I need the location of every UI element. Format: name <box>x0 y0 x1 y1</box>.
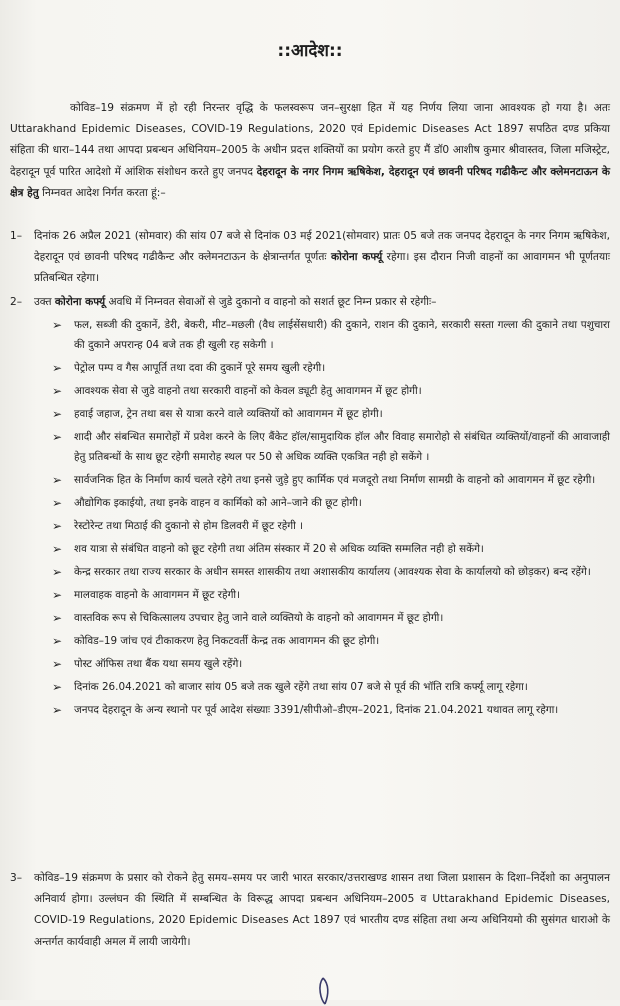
exemption-list <box>52 315 610 723</box>
list-item <box>52 381 610 401</box>
list-item <box>52 516 610 536</box>
list-item <box>52 608 610 628</box>
list-item-text: फल, सब्जी की दुकानें, डेरी, बेकरी, मीट–मछली (वैध लाईसेंसधारी) की दुकाने, राशन की दुकाने, सरकारी सस्ता गल्ला की दुकाने तथा पशुचारा की दुकाने अपरान्ह 04 बजे तक ही खुली रह सकेगी । <box>74 319 610 351</box>
list-item-text: मालवाहक वाहनो के आवागमन में छूट रहेगी। <box>74 589 241 601</box>
list-item-text: औद्योगिक इकाईयो, तथा इनके वाहन व कार्मिको को आने–जाने की छूट होगी। <box>74 497 362 509</box>
point-3 <box>10 868 610 953</box>
arrow-icon: ➢ <box>52 519 63 533</box>
point-1-number: 1– <box>10 230 23 242</box>
point-1-text-end: रहेगा। इस दौरान निजी वाहनों का आवागमन भी पूर्णतयाः प्रतिबन्धित रहेगा। <box>34 251 611 285</box>
arrow-icon: ➢ <box>52 657 63 671</box>
signature-mark-icon <box>315 976 339 1006</box>
point-3-number: 3– <box>10 872 23 884</box>
point-1-bold: कोरोना कर्फ्यू <box>330 251 383 264</box>
list-item <box>52 358 610 378</box>
arrow-icon: ➢ <box>52 680 63 694</box>
list-item <box>52 539 610 559</box>
order-title: ::आदेश:: <box>277 41 343 61</box>
point-2 <box>10 292 610 313</box>
list-item-text: पेट्रोल पम्प व गैस आपूर्ति तथा दवा की दुकानें पूरे समय खुली रहेगी। <box>74 362 326 374</box>
arrow-icon: ➢ <box>52 430 63 444</box>
arrow-icon: ➢ <box>52 611 63 625</box>
arrow-icon: ➢ <box>52 473 63 487</box>
intro-text-end: निम्नवत आदेश निर्गत करता हूं:– <box>38 186 166 199</box>
arrow-icon: ➢ <box>52 542 63 556</box>
arrow-icon: ➢ <box>52 634 63 648</box>
list-item-text: हवाई जहाज, ट्रेन तथा बस से यात्रा करने वाले व्यक्तियों को आवागमन में छूट होगी। <box>74 408 383 420</box>
intro-text: कोविड–19 संक्रमण में हो रही निरन्तर वृद्धि के फलस्वरूप जन–सुरक्षा हित में यह निर्णय लिया जाना आवश्यक हो गया है। अतः Uttarakhand Epidemic Diseases, COVID-19 Regulations, 2020 एवं Epidemic Diseases Act 1897 सपठित दण्ड प्रकिया संहिता की धारा–144 तथा आपदा प्रबन्धन अधिनियम–2005 के अधीन प्रदत्त शक्तियों का प्रयोग करते हुए मैं डॉ0 आशीष कुमार श्रीवास्तव, जिला मजिस्ट्रेट, देहरादून पूर्व पारित आदेशो में आंशिक संशोधन करते हुए जनपद <box>10 102 610 178</box>
list-item-text: शादी और संबन्धित समारोहों में प्रवेश करने के लिए बैंकेट हॉल/सामुदायिक हॉल और विवाह समारोहो से संबंधित व्यक्तियों/वाहनों की आवाजाही हेतु प्रतिबन्धों के साथ छूट रहेगी समारोह स्थल पर 50 से अधिक व्यक्ति एकत्रित नही हो सकेंगे । <box>74 431 610 463</box>
point-2-text: उक्त <box>34 296 55 308</box>
arrow-icon: ➢ <box>52 361 63 375</box>
list-item <box>52 654 610 674</box>
point-1-text: दिनांक 26 अप्रैल 2021 (सोमवार) की सांय 07 बजे से दिनांक 03 मई 2021(सोमवार) प्रातः 05 बजे तक जनपद देहरादून के नगर निगम ऋषिकेश, देहरादून एवं छावनी परिषद गढीकैन्ट और क्लेमनटाऊन के क्षेत्रान्तर्गत पूर्णतः <box>34 230 610 264</box>
intro-paragraph <box>10 98 610 204</box>
arrow-icon: ➢ <box>52 407 63 421</box>
list-item-text: शव यात्रा से संबंधित वाहनो को छूट रहेगी तथा अंतिम संस्कार में 20 से अधिक व्यक्ति सम्मलित नही हो सकेंगे। <box>74 543 484 555</box>
list-item-text: दिनांक 26.04.2021 को बाजार सांय 05 बजे तक खुले रहेंगे तथा सांय 07 बजे से पूर्व की भॉति रात्रि कर्फ्यू लागू रहेगा। <box>74 681 528 693</box>
arrow-icon: ➢ <box>52 588 63 602</box>
list-item <box>52 427 610 467</box>
list-item-text: आवश्यक सेवा से जुडे वाहनो तथा सरकारी वाहनों को केवल ड्यूटी हेतु आवागमन में छूट होगी। <box>74 385 422 397</box>
point-2-bold: कोरोना कर्फ्यू <box>54 296 106 308</box>
list-item <box>52 404 610 424</box>
point-1 <box>10 226 610 290</box>
list-item <box>52 700 610 720</box>
list-item-text: केन्द्र सरकार तथा राज्य सरकार के अधीन समस्त शासकीय तथा अशासकीय कार्यालय (आवश्यक सेवा के कार्यालयो को छोड़कर) बन्द रहेंगे। <box>74 566 591 578</box>
list-item-text: जनपद देहरादून के अन्य स्थानो पर पूर्व आदेश संख्याः 3391/सीपीओ–डीएम–2021, दिनांक 21.04.2021 यथावत लागू रहेगा। <box>74 704 559 716</box>
list-item-text: सार्वजनिक हित के निर्माण कार्य चलते रहेगे तथा इनसे जुड़े हुए कार्मिक एवं मजदूरो तथा निर्माण सामग्री के वाहनो को आवागमन में छूट रहेगी। <box>74 474 596 486</box>
arrow-icon: ➢ <box>52 496 63 510</box>
list-item-text: कोविड–19 जांच एवं टीकाकरण हेतु निकटवर्ती केन्द्र तक आवागमन की छूट होगी। <box>74 635 380 647</box>
list-item-text: रेस्टोरेन्ट तथा मिठाई की दुकानो से होम डिलवरी में छूट रहेगी । <box>74 520 304 532</box>
point-2-number: 2– <box>10 296 23 308</box>
list-item <box>52 315 610 355</box>
list-item <box>52 493 610 513</box>
arrow-icon: ➢ <box>52 318 63 332</box>
list-item <box>52 631 610 651</box>
arrow-icon: ➢ <box>52 565 63 579</box>
arrow-icon: ➢ <box>52 703 63 717</box>
list-item <box>52 470 610 490</box>
list-item-text: वास्तविक रूप से चिकित्सालय उपचार हेतु जाने वाले व्यक्तियो के वाहनो को आवागमन में छूट होगी। <box>74 612 444 624</box>
intro-area-bold: देहरादून के नगर निगम ऋषिकेश, देहरादून एवं छावनी परिषद गढीकैन्ट और क्लेमनटाऊन के क्षेत्र हेतु <box>10 165 610 199</box>
point-2-text-end: अवधि में निम्नवत सेवाओं से जुडे दुकानो व वाहनो को सशर्त छूट निम्न प्रकार से रहेगीः– <box>105 296 437 308</box>
list-item <box>52 562 610 582</box>
list-item <box>52 677 610 697</box>
list-item-text: पोस्ट ऑफिस तथा बैंक यथा समय खुले रहेंगे। <box>74 658 243 670</box>
point-3-text: कोविड–19 संक्रमण के प्रसार को रोकने हेतु समय–समय पर जारी भारत सरकार/उत्तराखण्ड शासन तथा जिला प्रशासन के दिशा–निर्देशो का अनुपालन अनिवार्य होगा। उल्लंघन की स्थिति में सम्बन्धित के विरूद्ध आपदा प्रबन्धन अधिनियम–2005 व Uttarakhand Epidemic Diseases, COVID-19 Regulations, 2020 Epidemic Diseases Act 1897 एवं भारतीय दण्ड संहिता तथा अन्य अधिनियमो की सुसंगत धाराओ के अन्तर्गत कार्यवाही अमल में लायी जायेगी। <box>34 872 610 948</box>
list-item <box>52 585 610 605</box>
arrow-icon: ➢ <box>52 384 63 398</box>
